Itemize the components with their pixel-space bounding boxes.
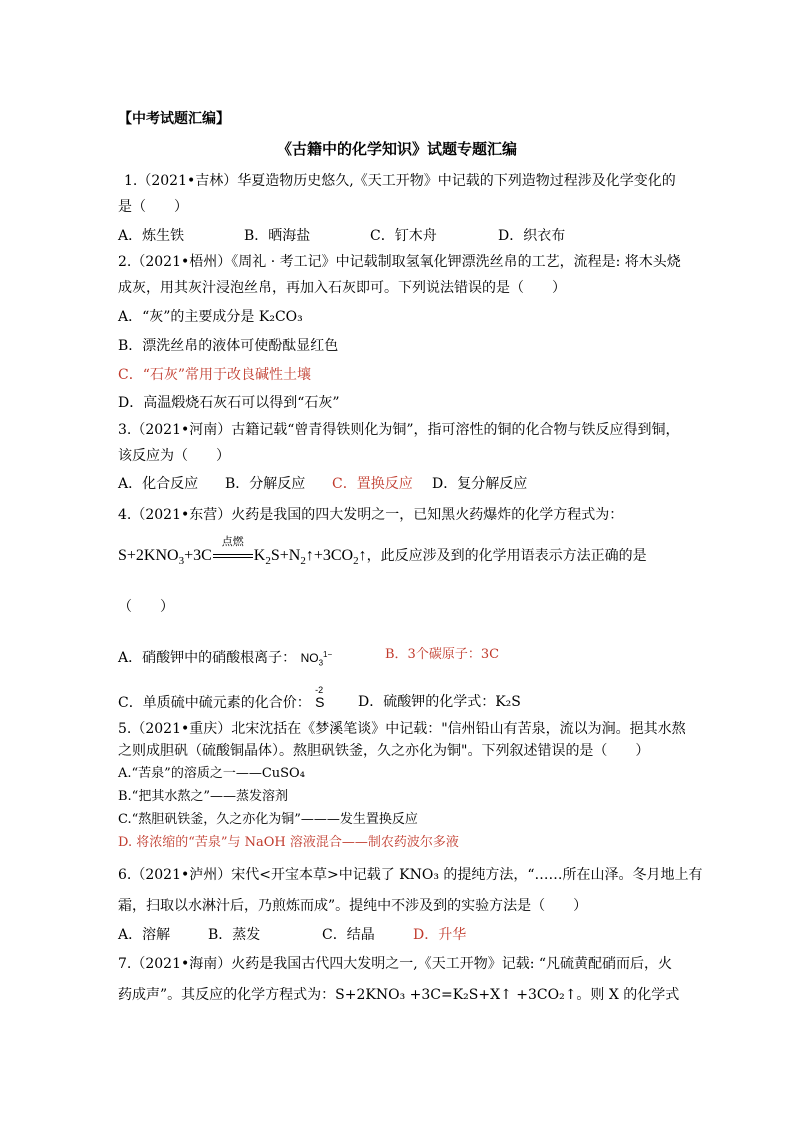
q4-stem-line3: （ ）	[118, 599, 174, 615]
valence-number: -2	[315, 685, 324, 695]
q2-option-b: B．漂洗丝帛的液体可使酚酞显红色	[118, 338, 339, 354]
page-title: 《古籍中的化学知识》试题专题汇编	[276, 140, 517, 158]
q1-option-d: D．织衣布	[498, 228, 566, 244]
q4-option-b-answer: B．3个碳原子：3C	[385, 647, 500, 662]
q1-stem-line2: 是（ ）	[118, 199, 188, 215]
q2-stem-line1: 2.（2021•梧州）《周礼 · 考工记》中记载制取氢氧化钾漂洗丝帛的工艺，流程是: 将木头烧	[118, 254, 681, 270]
q7-stem-line1: 7.（2021•海南）火药是我国古代四大发明之一,《天工开物》记载: “凡硫黄配硝而后，火	[118, 956, 673, 972]
q4-stem-tail: ，此反应涉及到的化学用语表示方法正确的是	[366, 548, 647, 564]
ion-charge: 1−	[323, 650, 333, 659]
q3-option-d: D．复分解反应	[432, 476, 528, 492]
valence-element: S	[315, 694, 325, 710]
ion-symbol: NO	[300, 651, 319, 665]
sulfur-valence	[315, 685, 325, 711]
q5-option-b: B.“把其水熬之”——蒸发溶剂	[118, 789, 288, 804]
q6-option-a: A．溶解	[118, 927, 171, 943]
q1-option-b: B．晒海盐	[244, 228, 311, 244]
q6-option-d-answer: D．升华	[413, 927, 467, 943]
q6-stem-line2: 霜，扫取以水淋汁后，乃煎炼而成”。提纯中不涉及到的实验方法是（ ）	[118, 898, 588, 914]
q4-option-a-text: A．硝酸钾中的硝酸根离子：	[118, 650, 297, 666]
q4-option-d: D．硫酸钾的化学式：K₂S	[358, 694, 521, 710]
q3-stem-line1: 3.（2021•河南）古籍记载“曾青得铁则化为铜”，指可溶性的铜的化合物与铁反应得到铜，	[118, 422, 680, 438]
q3-option-a: A．化合反应	[118, 476, 199, 492]
q5-option-c: C.“熬胆矾铁釜，久之亦化为铜”———发生置换反应	[118, 812, 418, 827]
q2-stem-line2: 成灰，用其灰汁浸泡丝帛，再加入石灰即可。下列说法错误的是（ ）	[118, 280, 566, 296]
q3-option-b: B．分解反应	[225, 476, 306, 492]
q1-stem-line1: 1.（2021•吉林）华夏造物历史悠久,《天工开物》中记载的下列造物过程涉及化学变化的	[124, 173, 676, 189]
q4-option-c-text: C．单质硫中硫元素的化合价：	[118, 695, 311, 711]
q5-option-a: A.“苦泉”的溶质之一——CuSO₄	[118, 766, 305, 781]
q6-option-b: B．蒸发	[208, 927, 261, 943]
ion-subscript: 3	[318, 658, 324, 668]
q7-stem-line2: 药成声”。其反应的化学方程式为：S+2KNO₃ +3C=K₂S+X↑ +3CO₂↑。则 X 的化学式	[118, 987, 680, 1003]
q4-option-a	[118, 646, 332, 672]
q4-option-c	[118, 685, 325, 712]
q1-option-a: A．炼生铁	[118, 228, 185, 244]
q2-option-c-answer: C．“石灰”常用于改良碱性土壤	[118, 367, 312, 383]
q2-option-d: D．高温煅烧石灰石可以得到“石灰”	[118, 395, 340, 411]
equation-condition: 点燃	[221, 535, 244, 548]
q2-option-a: A．“灰”的主要成分是 K₂CO₃	[118, 309, 303, 325]
q4-chemical-equation: $S+2KNO_3+3C$ 点燃 $K_2S+N_2↑+3CO_2↑$，此反应涉及到的化学用语表示方法正确的是	[118, 535, 647, 568]
q4-stem-line1: 4.（2021•东营）火药是我国的四大发明之一，已知黑火药爆炸的化学方程式为：	[118, 507, 624, 523]
q5-stem-line1: 5.（2021•重庆）北宋沈括在《梦溪笔谈》中记载："信州铅山有苦泉，流以为涧。挹其水熬	[118, 721, 686, 737]
q3-stem-line2: 该反应为（ ）	[118, 448, 230, 464]
q3-option-c-answer: C．置换反应	[332, 476, 413, 492]
q5-stem-line2: 之则成胆矾（硫酸铜晶体）。熬胆矾铁釜，久之亦化为铜"。下列叙述错误的是（ ）	[118, 743, 650, 759]
q6-option-c: C．结晶	[322, 927, 375, 943]
q5-option-d-answer: D. 将浓缩的“苦泉”与 NaOH 溶液混合——制农药波尔多液	[118, 835, 459, 850]
q1-option-c: C．钉木舟	[370, 228, 437, 244]
q6-stem-line1: 6.（2021•泸州）宋代<开宝本草>中记载了 KNO₃ 的提纯方法，“……所在山泽。冬月地上有	[118, 867, 703, 883]
section-tag: 【中考试题汇编】	[118, 111, 230, 127]
nitrate-ion-formula	[300, 650, 333, 668]
